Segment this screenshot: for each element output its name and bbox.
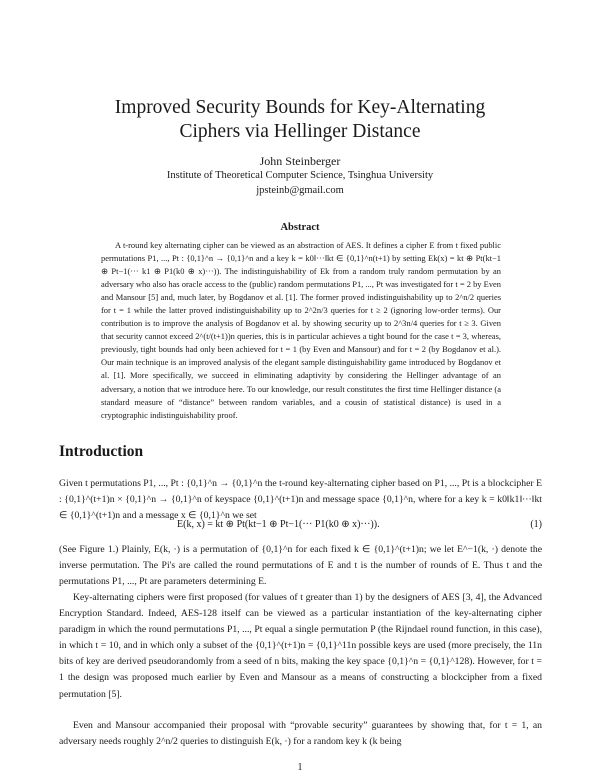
- intro-paragraph-3: Key-alternating ciphers were first proposed (for values of t greater than 1) by the designers of AES [3, 4], the Advanced Encryption Standard. Indeed, AES-128 itself can be viewed as a particular instantiation of the key-alternating cipher paradigm in which the round permutations P1, ..., Pt equal a single permutation P (the Rijndael round function, in this case), in which t = 10, and in which only a subset of the {0,1}^(t+1)n = {0,1}^11n possible keys are used (more precisely, the 11n bits of key are derived pseudorandomly from a seed of n bits, making the key space {0,1}^n = {0,1}^128). However, for t = 1 the design was proposed much earlier by Even and Mansour as a means of constructing a blockcipher from a fixed permutation [5].: [59, 592, 542, 700]
- section-heading-introduction: Introduction: [59, 443, 144, 460]
- abstract-heading: Abstract: [280, 222, 320, 233]
- page-number: 1: [297, 762, 303, 773]
- paper-title: [0, 96, 600, 144]
- equation-body: E(k, x) = kt ⊕ Pt(kt−1 ⊕ Pt−1(··· P1(k0 ⊕ x)···)).: [177, 519, 380, 530]
- equation-number: (1): [530, 519, 542, 530]
- title-line-2: Ciphers via Hellinger Distance: [179, 121, 421, 142]
- abstract-text: A t-round key alternating cipher can be viewed as an abstraction of AES. It defines a cipher E from t fixed public permutations P1, ..., Pt : {0,1}^n → {0,1}^n and a key k = k0‖···‖kt ∈ {0,1}^n(t+1) by setting Ek(x) = kt ⊕ Pt(kt−1 ⊕ Pt−1(··· k1 ⊕ P1(k0 ⊕ x)···)). The indistinguishability of Ek from a random truly random permutation by an adversary who also has oracle access to the (public) random permutations P1, ..., Pt was investigated for t = 2 by Even and Mansour [5] and, much later, by Bogdanov et al. [1]. The former proved indistinguishability up to 2^n/2 queries for t = 1 while the latter proved indistinguishability up to 2^2n/3 queries for t ≥ 2 (ignoring low-order terms). Our contribution is to improve the analysis of Bogdanov et al. by showing security up to 2^3n/4 queries for t ≥ 3. Given that security cannot exceed 2^(t/(t+1))n queries, this is in particular achieves a tight bound for the case t = 3, whereas, previously, tight bounds had only been achieved for t = 1 (by Even and Mansour) and for t = 2 (by Bogdanov et al.). Our main technique is an improved analysis of the elegant sample distinguishability game introduced by Bogdanov et al. [1]. More specifically, we succeed in eliminating adaptivity by considering the Hellinger advantage of an adversary, a notion that we introduce here. To our knowledge, our result constitutes the first time Hellinger distance (a standard measure of “distance” between random variables, and a cousin of statistical distance) is used in a cryptographic indistinguishability proof.: [101, 240, 501, 420]
- intro-paragraph-4: Even and Mansour accompanied their proposal with “provable security” guarantees by showing that, for t = 1, an adversary needs roughly 2^n/2 queries to distinguish E(k, ·) for a random key k (k being: [59, 720, 542, 748]
- intro-paragraph-2: (See Figure 1.) Plainly, E(k, ·) is a permutation of {0,1}^n for each fixed k ∈ {0,1}^(t+1)n; we let E^−1(k, ·) denote the inverse permutation. The Pi's are called the round permutations of E and t is the number of rounds of E. Thus t and the permutations P1, ..., Pt are parameters determining E.: [59, 544, 542, 588]
- equation-1: [59, 519, 542, 535]
- author-affiliation: Institute of Theoretical Computer Science, Tsinghua University: [166, 170, 434, 181]
- author-name: John Steinberger: [259, 154, 341, 168]
- title-line-1: Improved Security Bounds for Key-Alternating: [114, 97, 486, 118]
- intro-paragraph-1: Given t permutations P1, ..., Pt : {0,1}^n → {0,1}^n the t-round key-alternating cipher based on P1, ..., Pt is a blockcipher E : {0,1}^(t+1)n × {0,1}^n → {0,1}^n of keyspace {0,1}^(t+1)n and message space {0,1}^n, where for a key k = k0‖k1‖···‖kt ∈ {0,1}^(t+1)n and a message x ∈ {0,1}^n we set: [59, 478, 542, 522]
- author-email: jpsteinb@gmail.com: [256, 185, 344, 196]
